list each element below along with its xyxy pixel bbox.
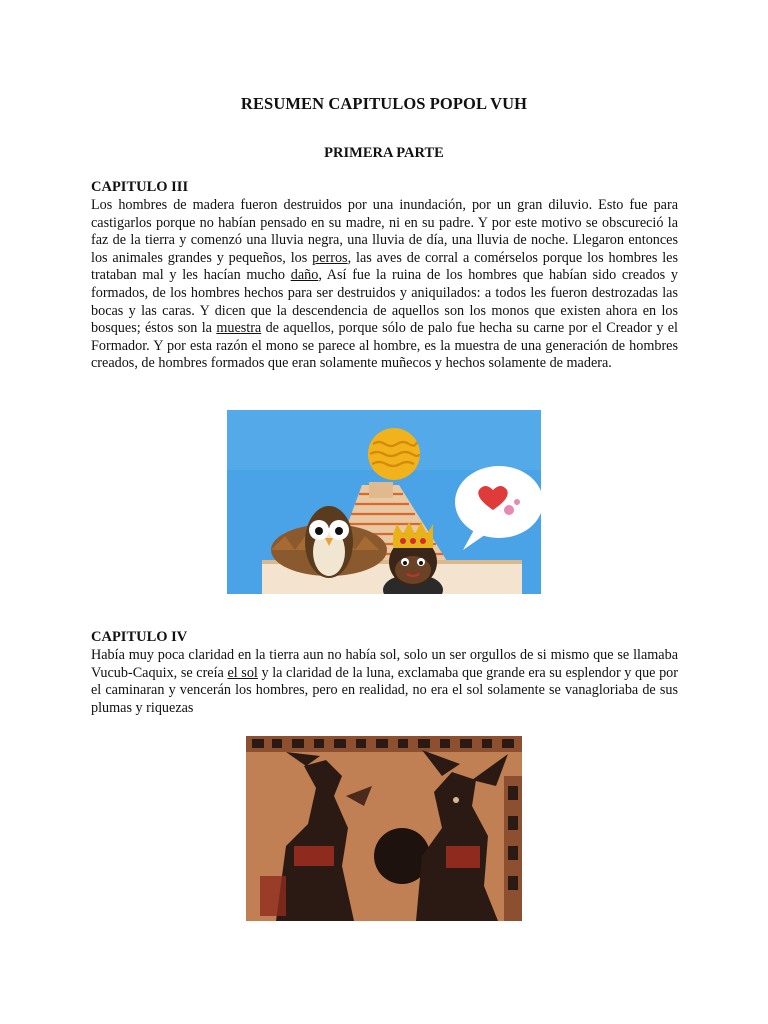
underlined-term: el sol [227, 664, 258, 681]
paragraph-text: , las aves de corral a comérselos porque los hombres les trataban mal y les hacían mucho [91, 249, 678, 284]
underlined-term: perros [312, 249, 348, 266]
part-title: PRIMERA PARTE [324, 145, 444, 161]
cartoon-illustration [227, 410, 541, 594]
underlined-term: daño [290, 267, 319, 284]
paragraph-text: Había muy poca claridad en la tierra aun no había sol, solo un ser orgullos de si mismo que se llamaba Vucub-Caquix, se creía [91, 647, 678, 681]
paragraph-text: de aquellos, porque sólo de palo fue hecha su carne por el Creador y el Formador. Y por esta razón el mono se parece al hombre, es la muestra de una generación de hombres creados, de hombres formados que eran solamente muñecos y hechos solamente de madera. [91, 320, 678, 372]
chapter-4-paragraph [91, 647, 678, 717]
paragraph-text: y la claridad de la luna, exclamaba que grande era su esplendor y que por el caminaran y vencerán los hombres, pero en realidad, no era el sol solamente se vanagloriaba de sus plumas y riquezas [91, 664, 679, 716]
chapter-heading-3: CAPITULO III [91, 179, 189, 195]
sun-icon [368, 428, 420, 480]
codex-illustration [246, 736, 522, 921]
underlined-term: muestra [216, 320, 262, 337]
paragraph-text: , Así fue la ruina de los hombres que habían sido creados y formados, de los hombres hechos para ser destruidos y aniquilados: a todos les fueron destrozadas las bocas y las caras. Y dicen que la descendencia de aquellos son los monos que existen ahora en los bosques; éstos son la [91, 267, 678, 337]
paragraph-text: Los hombres de madera fueron destruidos por una inundación, por un gran diluvio. Esto fue para castigarlos porque no habían pensado en su madre, ni en su padre. Y por este motivo se obscureció la faz de la tierra y comenzó una lluvia negra, una lluvia de día, una lluvia de noche. Llegaron entonces los animales grandes y pequeños, los [91, 197, 678, 266]
chapter-3-paragraph [91, 197, 678, 373]
page-title: RESUMEN CAPITULOS POPOL VUH [240, 94, 528, 113]
chapter-heading-4: CAPITULO IV [91, 629, 188, 645]
